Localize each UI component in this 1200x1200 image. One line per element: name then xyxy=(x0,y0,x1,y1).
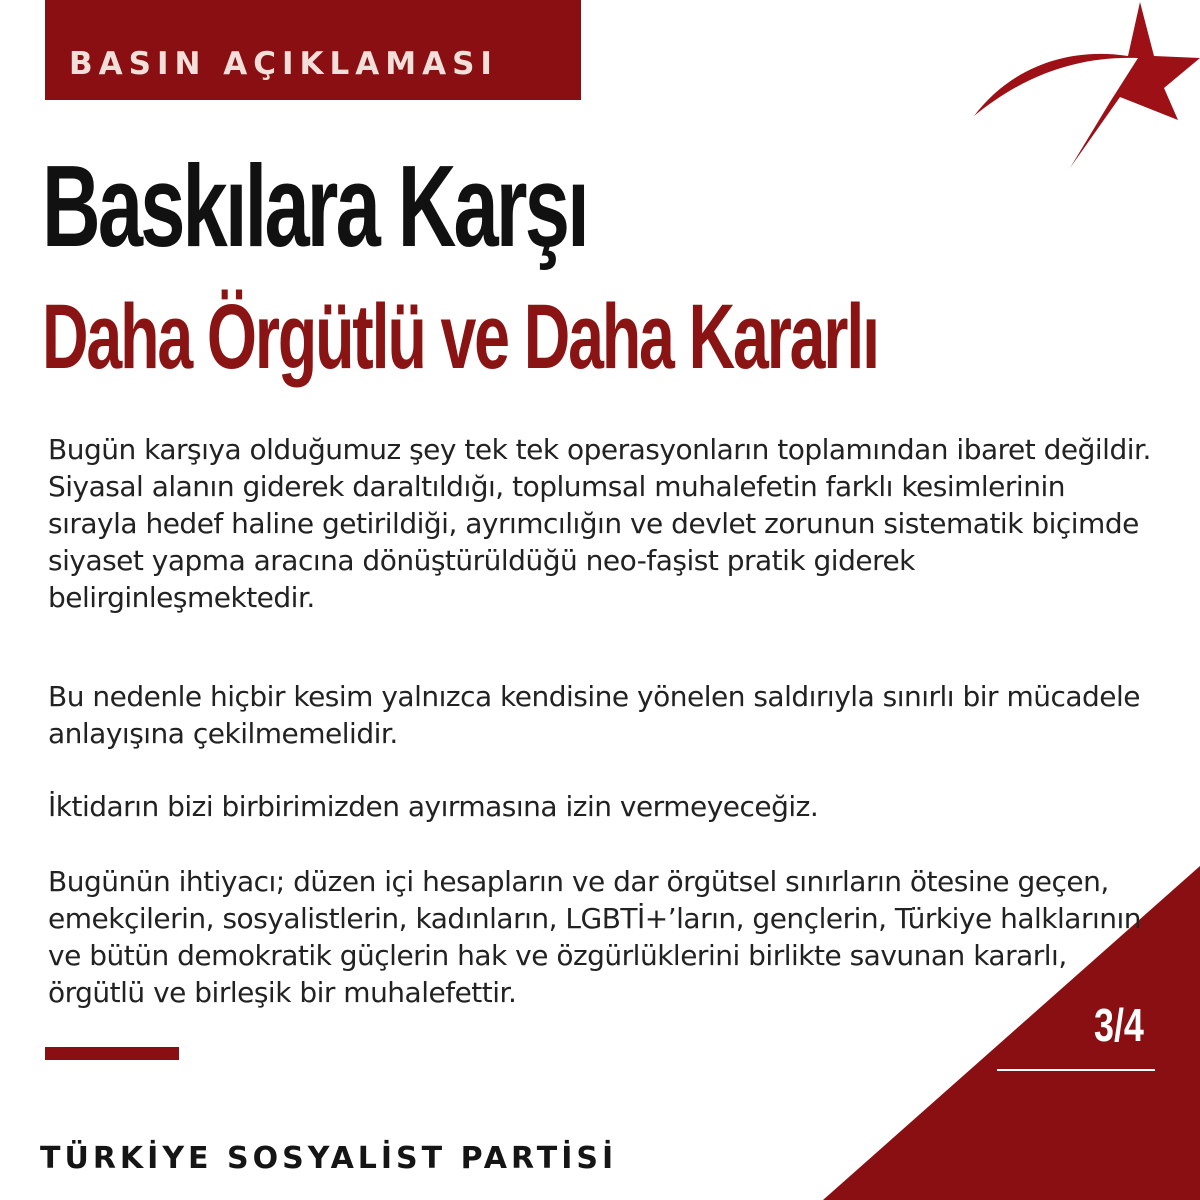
page-number: 3/4 xyxy=(1094,999,1144,1051)
body-paragraph-4: Bugünün ihtiyacı; düzen içi hesapların ve dar örgütsel sınırların ötesine geçen, emekçilerin, sosyalistlerin, kadınların, LGBTİ+’ların, gençlerin, Türkiye halklarının ve bütün demokratik güçlerin hak ve özgürlüklerini birlikte savunan kararlı, örgütlü ve birleşik bir muhalefettir. xyxy=(48,865,1142,1009)
body-paragraph-1: Bugün karşıya olduğumuz şey tek tek operasyonların toplamından ibaret değildir. Siyasal alanın giderek daraltıldığı, toplumsal muhalefetin farklı kesimlerinin sırayla hedef haline getirildiği, ayrımcılığın ve devlet zorunun sistematik biçimde siyaset yapma aracına dönüştürüldüğü neo-faşist pratik giderek belirginleşmektedir. xyxy=(48,433,1151,614)
body-paragraph-3: İktidarın bizi birbirimizden ayırmasına izin vermeyeceğiz. xyxy=(48,790,819,823)
headline-line-2: Daha Örgütlü ve Daha Kararlı xyxy=(42,286,878,388)
accent-bar xyxy=(45,1047,179,1060)
headline-line-1: Baskılara Karşı xyxy=(42,141,587,271)
body-paragraph-2: Bu nedenle hiçbir kesim yalnızca kendisine yönelen saldırıyla sınırlı bir mücadele anlayışına çekilmemelidir. xyxy=(48,680,1141,750)
party-name: TÜRKİYE SOSYALİST PARTİSİ xyxy=(40,1141,618,1176)
page-number-rule xyxy=(997,1069,1155,1071)
banner-label: BASIN AÇIKLAMASI xyxy=(69,46,498,82)
